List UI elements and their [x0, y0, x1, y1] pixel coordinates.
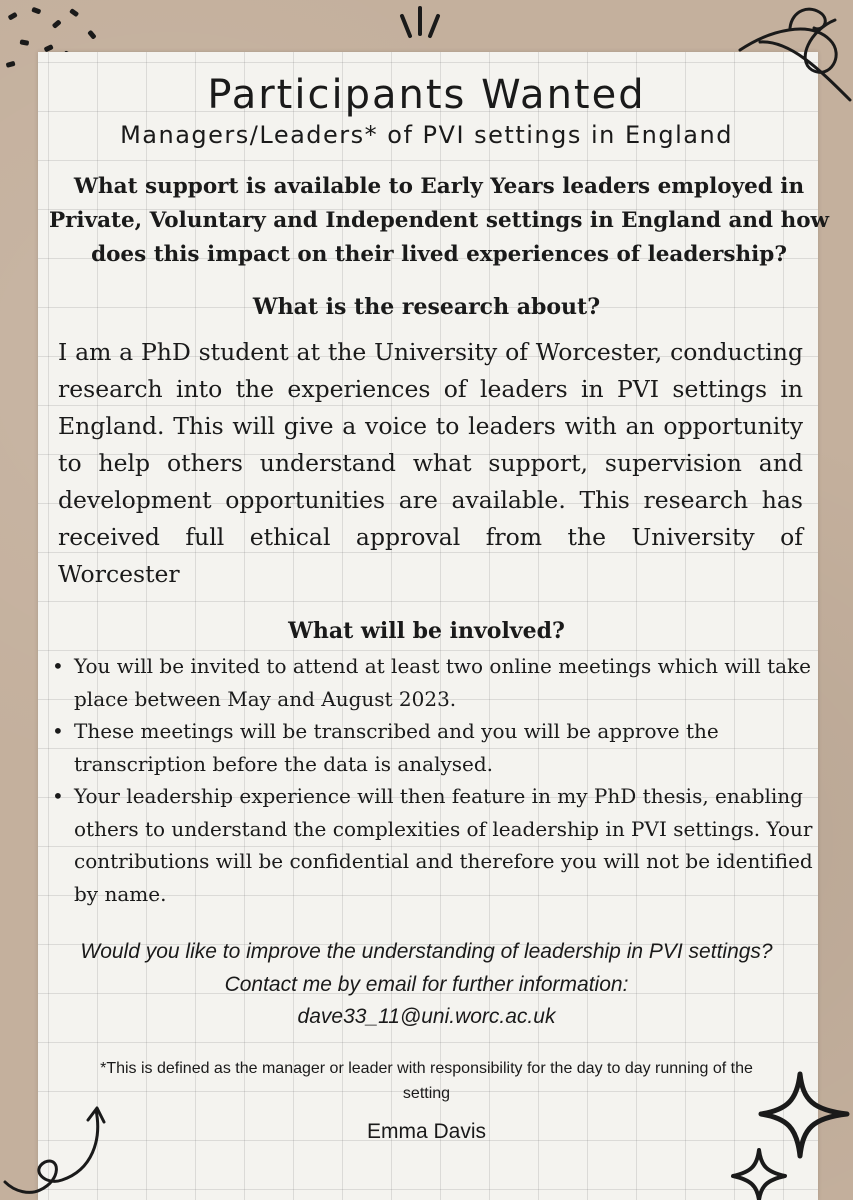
involved-heading: What will be involved? [288, 618, 565, 644]
contact-text: Would you like to improve the understanding of leadership in PVI settings? Contact me by email for further information: [80, 940, 773, 996]
burst-lines-icon [390, 2, 450, 50]
page-subtitle: Managers/Leaders* of PVI settings in England [120, 121, 733, 149]
list-item: • These meetings will be transcribed and you will be approve the transcription before the data is analysed. [74, 715, 834, 780]
contact-block [60, 936, 793, 1034]
research-question: What support is available to Early Years leaders employed in Private, Voluntary and Independent settings in England and how does this impact on their lived experiences of leadership? [48, 174, 830, 267]
about-heading: What is the research about? [252, 294, 601, 320]
list-item: • You will be invited to attend at least two online meetings which will take place between May and August 2023. [74, 650, 834, 715]
list-item: • Your leadership experience will then feature in my PhD thesis, enabling others to understand the complexities of leadership in PVI settings. Your contributions will be confidential and therefore you will not be identified by name. [74, 780, 834, 910]
page-title: Participants Wanted [207, 72, 646, 118]
about-body: I am a PhD student at the University of Worcester, conducting research into the experiences of leaders in PVI settings in England. This will give a voice to leaders with an opportunity to help others understand what support, supervision and development opportunities are available. This research has received full ethical approval from the University of Worcester [58, 338, 803, 588]
footnote: *This is defined as the manager or leader with responsibility for the day to day running of the setting [100, 1060, 753, 1102]
curly-arrow-icon [0, 1100, 120, 1200]
involved-list [52, 650, 834, 910]
contact-email[interactable]: dave33_11@uni.worc.ac.uk [297, 1005, 556, 1028]
author-name: Emma Davis [366, 1120, 487, 1143]
